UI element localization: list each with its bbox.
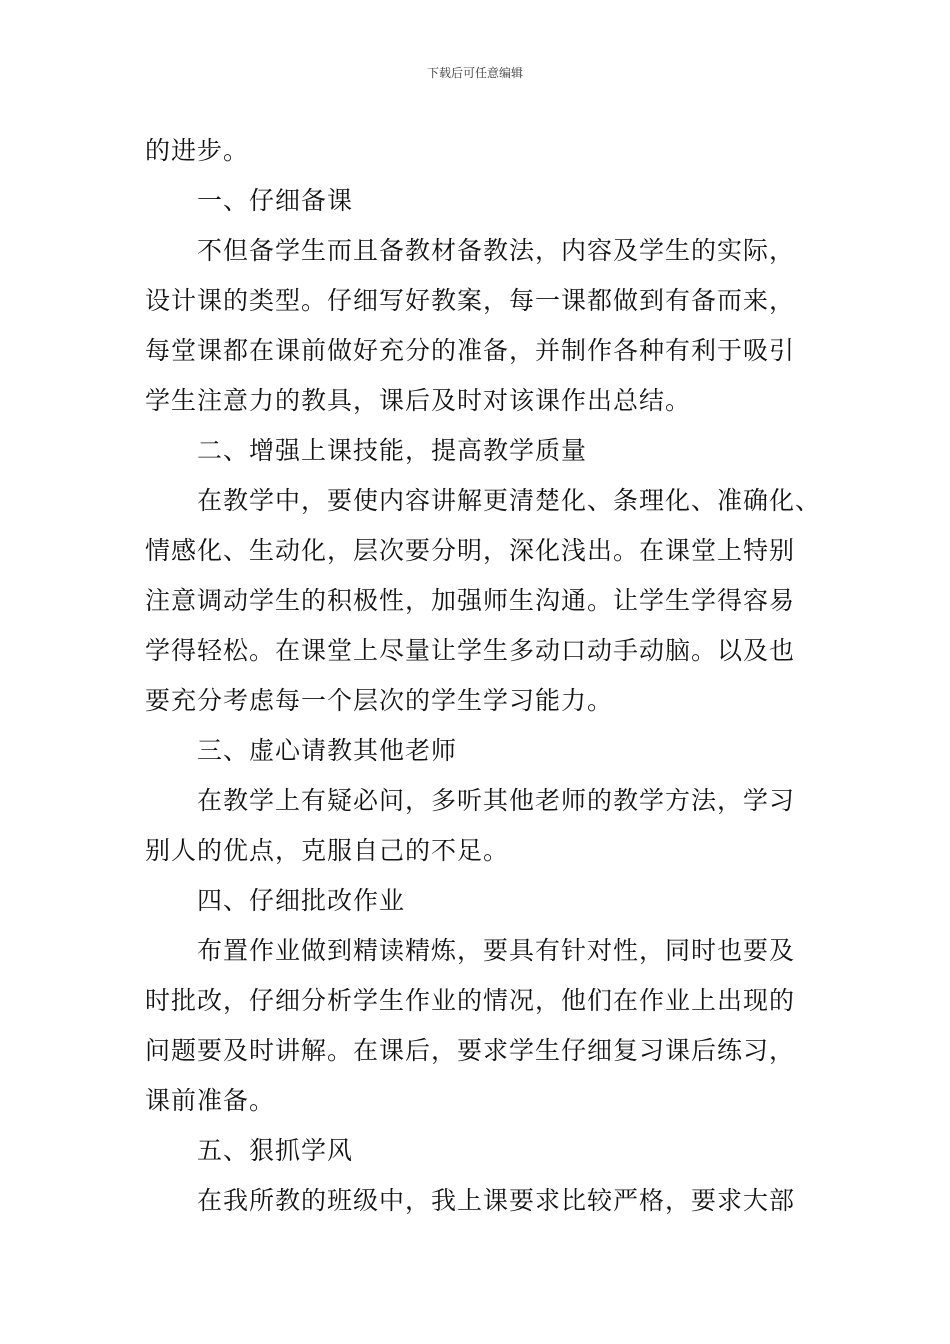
text-line: 要充分考虑每一个层次的学生学习能力。	[145, 686, 614, 715]
text-line: 布置作业做到精读精炼，要具有针对性，同时也要及	[197, 936, 796, 965]
text-line: 每堂课都在课前做好充分的准备，并制作各种有利于吸引	[145, 336, 796, 365]
section-heading: 四、仔细批改作业	[197, 886, 406, 915]
text-line: 设计课的类型。仔细写好教案，每一课都做到有备而来，	[145, 286, 796, 315]
text-line: 注意调动学生的积极性，加强师生沟通。让学生学得容易	[145, 586, 796, 615]
text-line: 在教学上有疑必问，多听其他老师的教学方法，学习	[197, 786, 796, 815]
text-line: 时批改，仔细分析学生作业的情况，他们在作业上出现的	[145, 986, 796, 1015]
page-header-note: 下载后可任意编辑	[426, 66, 523, 80]
text-line: 情感化、生动化，层次要分明，深化浅出。在课堂上特别	[145, 536, 796, 565]
section-heading: 二、增强上课技能，提高教学质量	[197, 436, 588, 465]
text-line: 学得轻松。在课堂上尽量让学生多动口动手动脑。以及也	[145, 636, 796, 665]
text-line: 在教学中，要使内容讲解更清楚化、条理化、准确化、	[197, 486, 822, 515]
text-line: 不但备学生而且备教材备教法，内容及学生的实际，	[197, 236, 796, 265]
section-heading: 三、虚心请教其他老师	[197, 736, 458, 765]
document-body	[145, 126, 845, 1226]
text-line: 的进步。	[145, 136, 250, 165]
text-line: 在我所教的班级中，我上课要求比较严格，要求大部	[197, 1186, 796, 1215]
text-line: 别人的优点，克服自己的不足。	[145, 836, 510, 865]
section-heading: 一、仔细备课	[197, 186, 354, 215]
text-line: 问题要及时讲解。在课后，要求学生仔细复习课后练习，	[145, 1036, 796, 1065]
section-heading: 五、狠抓学风	[197, 1136, 354, 1165]
text-line: 学生注意力的教具，课后及时对该课作出总结。	[145, 386, 692, 415]
text-line: 课前准备。	[145, 1086, 276, 1115]
